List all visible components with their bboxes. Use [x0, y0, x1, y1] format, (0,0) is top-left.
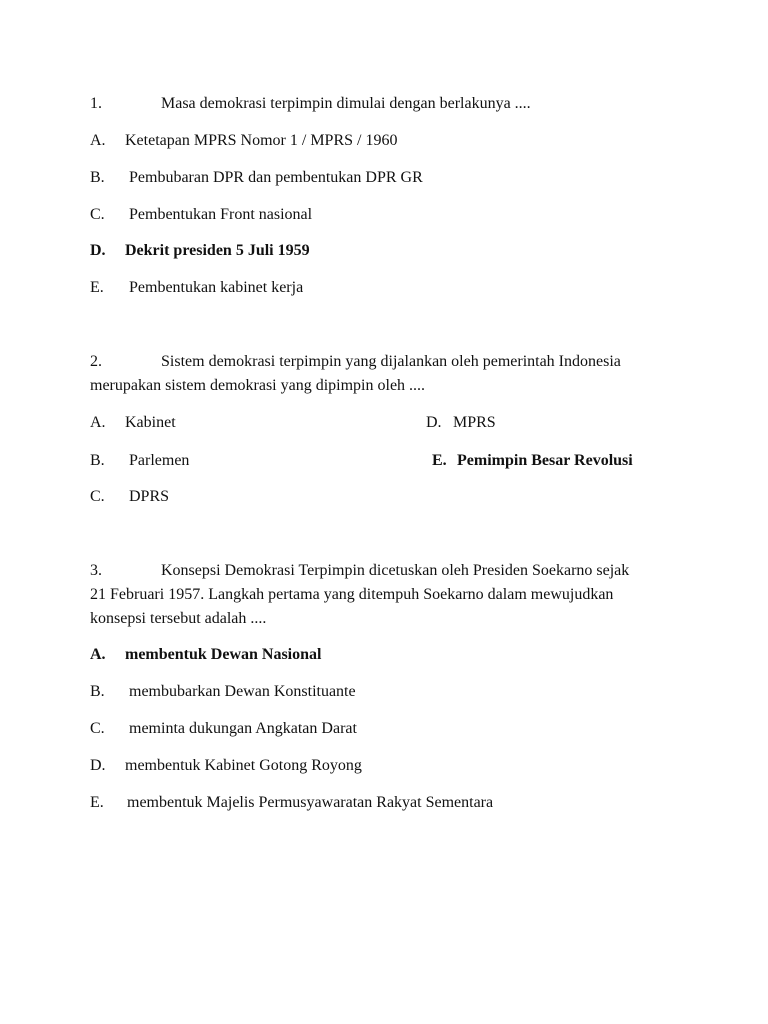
question-2-option-c-letter: C. — [90, 488, 105, 505]
question-3-option-c-letter: C. — [90, 720, 105, 737]
question-3-option-a-text: membentuk Dewan Nasional — [125, 646, 322, 663]
question-3-option-d-text: membentuk Kabinet Gotong Royong — [125, 757, 362, 774]
question-1-option-d-text: Dekrit presiden 5 Juli 1959 — [125, 242, 310, 259]
question-2-option-a-letter: A. — [90, 414, 106, 431]
question-1-option-b-letter: B. — [90, 169, 105, 186]
question-3-option-a-letter: A. — [90, 646, 106, 663]
question-2-stem-line-2: merupakan sistem demokrasi yang dipimpin oleh .... — [90, 377, 426, 394]
question-2-option-d-text: MPRS — [453, 414, 496, 431]
question-2-option-b-text: Parlemen — [129, 452, 190, 469]
question-1-number: 1. — [90, 95, 102, 112]
question-2-option-e-text: Pemimpin Besar Revolusi — [457, 452, 633, 469]
question-3-option-b-letter: B. — [90, 683, 105, 700]
question-3-option-e-text: membentuk Majelis Permusyawaratan Rakyat Sementara — [127, 794, 494, 811]
question-2-option-a-text: Kabinet — [125, 414, 176, 431]
question-3-stem-line-2: 21 Februari 1957. Langkah pertama yang ditempuh Soekarno dalam mewujudkan — [90, 586, 614, 603]
question-1-option-d-letter: D. — [90, 242, 106, 259]
question-2-number: 2. — [90, 353, 102, 370]
question-1-stem-line-1: Masa demokrasi terpimpin dimulai dengan berlakunya .... — [161, 95, 531, 112]
question-1-option-c-letter: C. — [90, 206, 105, 223]
question-3-stem-line-3: konsepsi tersebut adalah .... — [90, 610, 267, 627]
question-3-option-c-text: meminta dukungan Angkatan Darat — [129, 720, 357, 737]
question-2-stem-line-1: Sistem demokrasi terpimpin yang dijalankan oleh pemerintah Indonesia — [161, 353, 621, 370]
question-3-option-d-letter: D. — [90, 757, 106, 774]
question-3-option-e-letter: E. — [90, 794, 104, 811]
question-2-option-e-letter: E. — [432, 452, 447, 469]
question-2-option-b-letter: B. — [90, 452, 105, 469]
question-3-number: 3. — [90, 562, 102, 579]
question-2-option-c-text: DPRS — [129, 488, 170, 505]
question-2-option-d-letter: D. — [426, 414, 442, 431]
question-1-option-b-text: Pembubaran DPR dan pembentukan DPR GR — [129, 169, 423, 186]
question-1-option-e-letter: E. — [90, 279, 104, 296]
question-1-option-e-text: Pembentukan kabinet kerja — [129, 279, 304, 296]
question-1-option-a-text: Ketetapan MPRS Nomor 1 / MPRS / 1960 — [125, 132, 398, 149]
question-3-stem-line-1: Konsepsi Demokrasi Terpimpin dicetuskan oleh Presiden Soekarno sejak — [161, 562, 630, 579]
question-1-option-c-text: Pembentukan Front nasional — [129, 206, 313, 223]
question-3-option-b-text: membubarkan Dewan Konstituante — [129, 683, 356, 700]
question-1-option-a-letter: A. — [90, 132, 106, 149]
